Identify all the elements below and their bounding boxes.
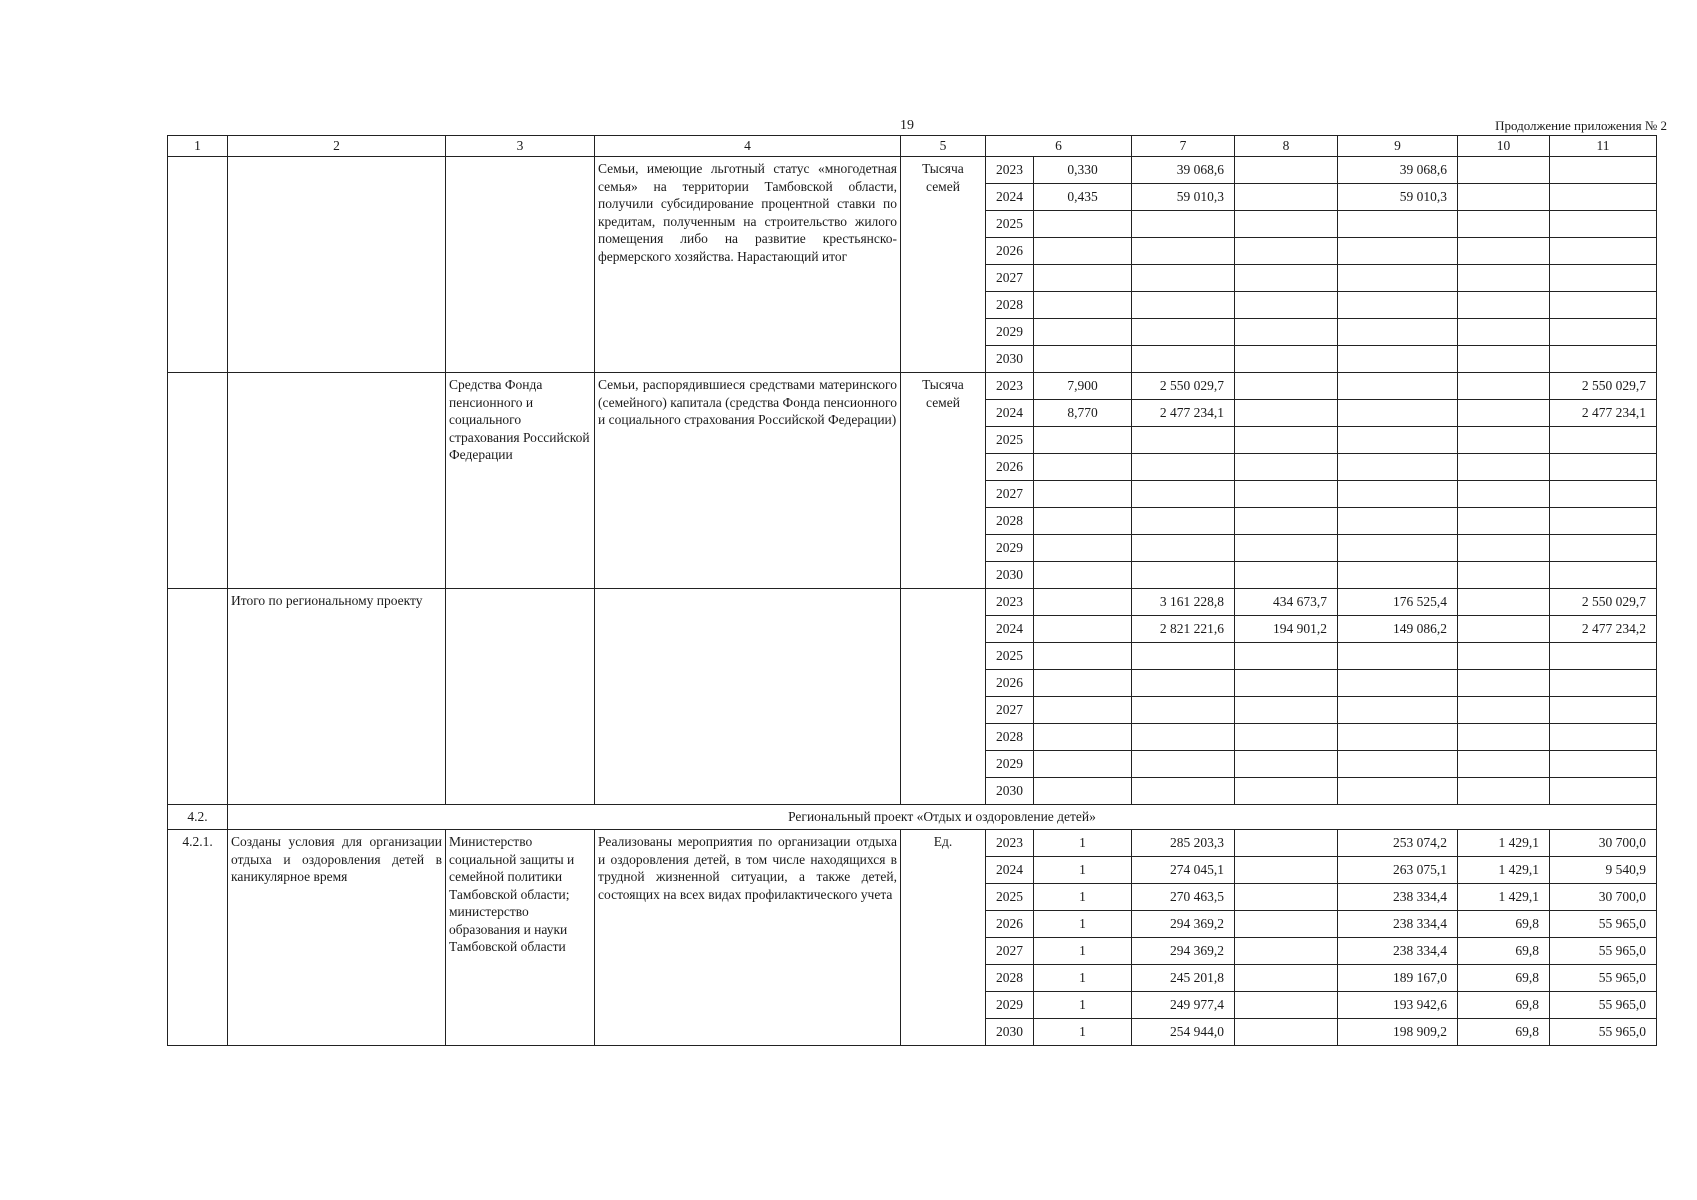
column-header: 2 — [228, 136, 446, 157]
amount-cell — [1235, 643, 1338, 670]
amount-cell — [1235, 427, 1338, 454]
table-row — [168, 373, 1657, 400]
executor-cell: Министерство социальной защиты и семейной политики Тамбовской области; министерство образования и науки Тамбовской области — [446, 830, 595, 1046]
year-cell: 2023 — [986, 830, 1034, 857]
amount-cell: 59 010,3 — [1338, 184, 1458, 211]
year-cell: 2023 — [986, 373, 1034, 400]
amount-cell — [1458, 184, 1550, 211]
amount-cell — [1458, 481, 1550, 508]
amount-cell: 198 909,2 — [1338, 1019, 1458, 1046]
amount-cell — [1550, 238, 1657, 265]
year-cell: 2026 — [986, 238, 1034, 265]
amount-cell — [1550, 670, 1657, 697]
amount-cell — [1458, 346, 1550, 373]
year-cell: 2029 — [986, 992, 1034, 1019]
year-cell: 2024 — [986, 857, 1034, 884]
year-cell: 2027 — [986, 938, 1034, 965]
amount-cell: 2 550 029,7 — [1132, 373, 1235, 400]
amount-cell — [1338, 724, 1458, 751]
column-header: 1 — [168, 136, 228, 157]
amount-cell — [1458, 643, 1550, 670]
indicator-cell: Семьи, имеющие льготный статус «многодетная семья» на территории Тамбовской области, получили субсидирование процентной ставки по кредитам, полученным на строительство жилого помещения либо на развитие крестьянско-фермерского хозяйства. Нарастающий итог — [595, 157, 901, 373]
amount-cell: 69,8 — [1458, 992, 1550, 1019]
year-cell: 2024 — [986, 616, 1034, 643]
amount-cell — [1235, 265, 1338, 292]
amount-cell: 294 369,2 — [1132, 911, 1235, 938]
amount-cell — [1235, 373, 1338, 400]
amount-cell — [1235, 965, 1338, 992]
amount-cell — [1550, 346, 1657, 373]
amount-cell: 193 942,6 — [1338, 992, 1458, 1019]
amount-cell: 149 086,2 — [1338, 616, 1458, 643]
unit-cell: Тысяча семей — [901, 373, 986, 589]
year-cell: 2028 — [986, 292, 1034, 319]
amount-cell — [1458, 238, 1550, 265]
amount-cell — [1235, 346, 1338, 373]
amount-cell — [1235, 670, 1338, 697]
amount-cell — [1132, 481, 1235, 508]
value-cell — [1034, 427, 1132, 454]
amount-cell: 30 700,0 — [1550, 830, 1657, 857]
value-cell — [1034, 670, 1132, 697]
amount-cell — [1235, 562, 1338, 589]
year-cell: 2026 — [986, 670, 1034, 697]
value-cell: 1 — [1034, 992, 1132, 1019]
amount-cell — [1550, 751, 1657, 778]
amount-cell — [1458, 724, 1550, 751]
amount-cell: 189 167,0 — [1338, 965, 1458, 992]
unit-cell: Ед. — [901, 830, 986, 1046]
column-header: 8 — [1235, 136, 1338, 157]
year-cell: 2023 — [986, 157, 1034, 184]
amount-cell: 69,8 — [1458, 965, 1550, 992]
amount-cell — [1550, 157, 1657, 184]
amount-cell: 254 944,0 — [1132, 1019, 1235, 1046]
amount-cell — [1550, 535, 1657, 562]
column-header: 10 — [1458, 136, 1550, 157]
indicator-cell — [595, 589, 901, 805]
value-cell — [1034, 481, 1132, 508]
value-cell — [1034, 535, 1132, 562]
amount-cell — [1132, 670, 1235, 697]
amount-cell — [1338, 373, 1458, 400]
value-cell — [1034, 751, 1132, 778]
amount-cell: 2 477 234,1 — [1550, 400, 1657, 427]
year-cell: 2030 — [986, 562, 1034, 589]
value-cell: 0,435 — [1034, 184, 1132, 211]
amount-cell: 2 550 029,7 — [1550, 589, 1657, 616]
value-cell: 1 — [1034, 911, 1132, 938]
amount-cell: 69,8 — [1458, 1019, 1550, 1046]
year-cell: 2024 — [986, 400, 1034, 427]
amount-cell — [1338, 535, 1458, 562]
amount-cell — [1338, 454, 1458, 481]
year-cell: 2026 — [986, 454, 1034, 481]
amount-cell — [1132, 265, 1235, 292]
amount-cell: 285 203,3 — [1132, 830, 1235, 857]
amount-cell — [1550, 265, 1657, 292]
amount-cell — [1550, 778, 1657, 805]
source-cell: Средства Фонда пенсионного и социального страхования Российской Федерации — [446, 373, 595, 589]
amount-cell — [1550, 184, 1657, 211]
indicator-cell: Реализованы мероприятия по организации отдыха и оздоровления детей, в том числе находящихся в трудной жизненной ситуации, а также детей, состоящих на всех видах профилактического учета — [595, 830, 901, 1046]
amount-cell — [1458, 427, 1550, 454]
amount-cell — [1235, 400, 1338, 427]
amount-cell: 55 965,0 — [1550, 1019, 1657, 1046]
amount-cell — [1458, 697, 1550, 724]
row-number-cell: 4.2.1. — [168, 830, 228, 1046]
amount-cell — [1235, 830, 1338, 857]
column-header: 5 — [901, 136, 986, 157]
column-header: 4 — [595, 136, 901, 157]
amount-cell — [1550, 211, 1657, 238]
amount-cell — [1338, 643, 1458, 670]
amount-cell — [1235, 211, 1338, 238]
value-cell: 1 — [1034, 857, 1132, 884]
source-cell — [446, 589, 595, 805]
amount-cell — [1550, 724, 1657, 751]
amount-cell — [1338, 211, 1458, 238]
amount-cell: 59 010,3 — [1132, 184, 1235, 211]
amount-cell — [1235, 778, 1338, 805]
table-row — [168, 157, 1657, 184]
value-cell: 1 — [1034, 830, 1132, 857]
amount-cell — [1550, 697, 1657, 724]
amount-cell: 263 075,1 — [1338, 857, 1458, 884]
amount-cell: 55 965,0 — [1550, 965, 1657, 992]
amount-cell — [1338, 508, 1458, 535]
amount-cell — [1338, 670, 1458, 697]
amount-cell — [1550, 643, 1657, 670]
value-cell — [1034, 265, 1132, 292]
year-cell: 2025 — [986, 427, 1034, 454]
amount-cell — [1550, 454, 1657, 481]
amount-cell — [1235, 508, 1338, 535]
year-cell: 2030 — [986, 1019, 1034, 1046]
amount-cell — [1458, 616, 1550, 643]
section-title: Региональный проект «Отдых и оздоровление детей» — [228, 805, 1657, 830]
indicator-cell: Семьи, распорядившиеся средствами материнского (семейного) капитала (средства Фонда пенсионного и социального страхования Российской Федерации) — [595, 373, 901, 589]
amount-cell — [1235, 857, 1338, 884]
amount-cell — [1458, 157, 1550, 184]
value-cell — [1034, 589, 1132, 616]
amount-cell — [1132, 751, 1235, 778]
year-cell: 2030 — [986, 346, 1034, 373]
column-header: 3 — [446, 136, 595, 157]
result-cell: Созданы условия для организации отдыха и оздоровления детей в каникулярное время — [228, 830, 446, 1046]
amount-cell: 2 550 029,7 — [1550, 373, 1657, 400]
amount-cell — [1132, 238, 1235, 265]
value-cell — [1034, 292, 1132, 319]
amount-cell — [1132, 508, 1235, 535]
amount-cell — [1550, 508, 1657, 535]
row-number-cell — [168, 157, 228, 373]
amount-cell: 1 429,1 — [1458, 857, 1550, 884]
value-cell — [1034, 508, 1132, 535]
amount-cell: 238 334,4 — [1338, 938, 1458, 965]
amount-cell: 245 201,8 — [1132, 965, 1235, 992]
row-number-cell — [168, 589, 228, 805]
amount-cell — [1458, 562, 1550, 589]
amount-cell — [1550, 427, 1657, 454]
amount-cell — [1132, 562, 1235, 589]
amount-cell — [1235, 454, 1338, 481]
amount-cell — [1235, 292, 1338, 319]
amount-cell — [1235, 751, 1338, 778]
result-cell — [228, 373, 446, 589]
amount-cell — [1338, 319, 1458, 346]
unit-cell — [901, 589, 986, 805]
amount-cell — [1235, 157, 1338, 184]
amount-cell — [1235, 697, 1338, 724]
amount-cell — [1235, 319, 1338, 346]
amount-cell — [1235, 938, 1338, 965]
amount-cell: 2 821 221,6 — [1132, 616, 1235, 643]
amount-cell: 39 068,6 — [1132, 157, 1235, 184]
page-number: 19 — [900, 118, 914, 133]
amount-cell — [1458, 265, 1550, 292]
unit-cell: Тысяча семей — [901, 157, 986, 373]
section-row — [168, 805, 1657, 830]
value-cell — [1034, 346, 1132, 373]
amount-cell: 2 477 234,1 — [1132, 400, 1235, 427]
value-cell — [1034, 238, 1132, 265]
amount-cell — [1235, 481, 1338, 508]
amount-cell — [1458, 778, 1550, 805]
value-cell — [1034, 643, 1132, 670]
amount-cell: 1 429,1 — [1458, 884, 1550, 911]
table-row — [168, 830, 1657, 857]
amount-cell — [1550, 562, 1657, 589]
column-header: 11 — [1550, 136, 1657, 157]
year-cell: 2028 — [986, 965, 1034, 992]
year-cell: 2027 — [986, 697, 1034, 724]
amount-cell — [1338, 400, 1458, 427]
amount-cell — [1550, 481, 1657, 508]
year-cell: 2025 — [986, 643, 1034, 670]
amount-cell — [1132, 211, 1235, 238]
value-cell — [1034, 562, 1132, 589]
financing-table — [167, 135, 1657, 1046]
amount-cell — [1458, 535, 1550, 562]
amount-cell — [1338, 697, 1458, 724]
amount-cell — [1458, 589, 1550, 616]
value-cell: 1 — [1034, 884, 1132, 911]
value-cell: 1 — [1034, 1019, 1132, 1046]
amount-cell: 2 477 234,2 — [1550, 616, 1657, 643]
amount-cell — [1338, 346, 1458, 373]
year-cell: 2023 — [986, 589, 1034, 616]
row-number-cell — [168, 373, 228, 589]
amount-cell: 30 700,0 — [1550, 884, 1657, 911]
year-cell: 2030 — [986, 778, 1034, 805]
amount-cell — [1235, 884, 1338, 911]
amount-cell: 294 369,2 — [1132, 938, 1235, 965]
amount-cell: 55 965,0 — [1550, 911, 1657, 938]
amount-cell — [1132, 292, 1235, 319]
amount-cell — [1458, 508, 1550, 535]
year-cell: 2029 — [986, 535, 1034, 562]
value-cell — [1034, 778, 1132, 805]
amount-cell — [1235, 724, 1338, 751]
amount-cell: 249 977,4 — [1132, 992, 1235, 1019]
amount-cell: 39 068,6 — [1338, 157, 1458, 184]
value-cell — [1034, 319, 1132, 346]
amount-cell — [1338, 265, 1458, 292]
amount-cell — [1235, 992, 1338, 1019]
amount-cell: 176 525,4 — [1338, 589, 1458, 616]
amount-cell — [1458, 454, 1550, 481]
column-header: 6 — [986, 136, 1132, 157]
year-cell: 2026 — [986, 911, 1034, 938]
amount-cell — [1235, 535, 1338, 562]
section-number: 4.2. — [168, 805, 228, 830]
value-cell — [1034, 616, 1132, 643]
amount-cell — [1132, 535, 1235, 562]
amount-cell — [1338, 481, 1458, 508]
amount-cell — [1132, 427, 1235, 454]
value-cell: 1 — [1034, 965, 1132, 992]
amount-cell — [1550, 292, 1657, 319]
value-cell — [1034, 454, 1132, 481]
amount-cell — [1132, 346, 1235, 373]
year-cell: 2027 — [986, 265, 1034, 292]
amount-cell — [1458, 373, 1550, 400]
total-label-cell: Итого по региональному проекту — [228, 589, 446, 805]
amount-cell — [1338, 562, 1458, 589]
value-cell: 8,770 — [1034, 400, 1132, 427]
amount-cell: 238 334,4 — [1338, 884, 1458, 911]
year-cell: 2027 — [986, 481, 1034, 508]
value-cell — [1034, 697, 1132, 724]
column-header: 9 — [1338, 136, 1458, 157]
amount-cell — [1458, 292, 1550, 319]
amount-cell — [1338, 778, 1458, 805]
value-cell: 0,330 — [1034, 157, 1132, 184]
year-cell: 2025 — [986, 211, 1034, 238]
value-cell — [1034, 724, 1132, 751]
amount-cell — [1235, 911, 1338, 938]
amount-cell — [1338, 238, 1458, 265]
year-cell: 2028 — [986, 724, 1034, 751]
amount-cell — [1132, 697, 1235, 724]
amount-cell — [1458, 670, 1550, 697]
amount-cell — [1235, 184, 1338, 211]
year-cell: 2028 — [986, 508, 1034, 535]
amount-cell: 1 429,1 — [1458, 830, 1550, 857]
value-cell: 1 — [1034, 938, 1132, 965]
amount-cell — [1550, 319, 1657, 346]
amount-cell — [1235, 1019, 1338, 1046]
amount-cell: 274 045,1 — [1132, 857, 1235, 884]
year-cell: 2025 — [986, 884, 1034, 911]
column-header: 7 — [1132, 136, 1235, 157]
amount-cell — [1235, 238, 1338, 265]
amount-cell: 69,8 — [1458, 911, 1550, 938]
amount-cell — [1458, 211, 1550, 238]
appendix-continuation-label: Продолжение приложения № 2 — [1495, 118, 1667, 133]
amount-cell — [1458, 751, 1550, 778]
amount-cell: 55 965,0 — [1550, 992, 1657, 1019]
value-cell — [1034, 211, 1132, 238]
amount-cell — [1132, 643, 1235, 670]
result-cell — [228, 157, 446, 373]
source-cell — [446, 157, 595, 373]
table-row — [168, 589, 1657, 616]
amount-cell — [1132, 454, 1235, 481]
amount-cell — [1132, 319, 1235, 346]
amount-cell: 270 463,5 — [1132, 884, 1235, 911]
amount-cell: 238 334,4 — [1338, 911, 1458, 938]
amount-cell — [1338, 292, 1458, 319]
amount-cell — [1338, 427, 1458, 454]
amount-cell: 69,8 — [1458, 938, 1550, 965]
amount-cell — [1458, 319, 1550, 346]
amount-cell — [1338, 751, 1458, 778]
amount-cell: 253 074,2 — [1338, 830, 1458, 857]
year-cell: 2029 — [986, 319, 1034, 346]
amount-cell: 194 901,2 — [1235, 616, 1338, 643]
amount-cell: 434 673,7 — [1235, 589, 1338, 616]
value-cell: 7,900 — [1034, 373, 1132, 400]
amount-cell: 9 540,9 — [1550, 857, 1657, 884]
amount-cell — [1132, 778, 1235, 805]
amount-cell — [1132, 724, 1235, 751]
year-cell: 2024 — [986, 184, 1034, 211]
amount-cell: 3 161 228,8 — [1132, 589, 1235, 616]
column-numbers-row — [168, 136, 1657, 157]
amount-cell — [1458, 400, 1550, 427]
year-cell: 2029 — [986, 751, 1034, 778]
amount-cell: 55 965,0 — [1550, 938, 1657, 965]
